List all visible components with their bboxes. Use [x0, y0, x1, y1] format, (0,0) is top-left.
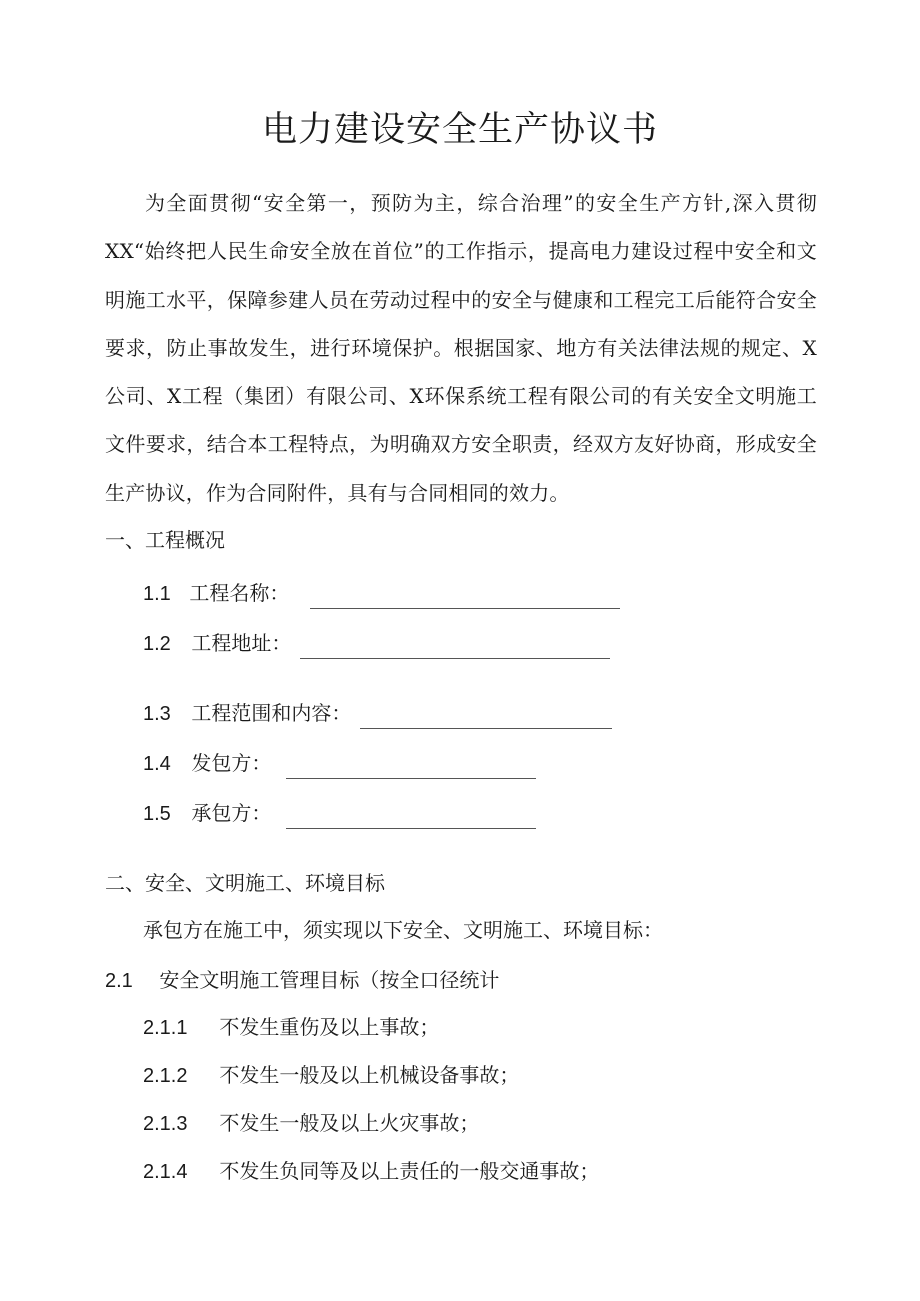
target-item: [143, 1012, 439, 1043]
project-name-row: [143, 578, 620, 609]
section1-heading: 一、工程概况: [105, 528, 225, 552]
item-number: 1.2: [143, 633, 171, 655]
item-label: 发包方：: [191, 751, 272, 775]
item-label: 不发生负同等及以上责任的一般交通事故；: [219, 1159, 600, 1183]
item-label: 工程名称：: [189, 581, 290, 605]
contractor-blank[interactable]: [286, 806, 536, 829]
item-number: 1.3: [143, 703, 171, 725]
item-label: 承包方：: [191, 801, 272, 825]
item-number: 2.1.3: [143, 1113, 188, 1135]
section2-heading: 二、安全、文明施工、环境目标: [105, 871, 385, 895]
item-number: 2.1.2: [143, 1065, 188, 1087]
item-number: 2.1.4: [143, 1161, 188, 1183]
target-item: [143, 1060, 519, 1091]
item-label: 安全文明施工管理目标（按全口径统计: [159, 968, 500, 992]
item-label: 工程范围和内容：: [191, 701, 352, 725]
item-number: 2.1.1: [143, 1017, 188, 1039]
intro-paragraph: 为全面贯彻“安全第一，预防为主，综合治理”的安全生产方针,深入贯彻XX“始终把人民生命安全放在首位”的工作指示，提高电力建设过程中安全和文明施工水平，保障参建人员在劳动过程中的安全与健康和工程完工后能符合安全要求，防止事故发生，进行环境保护。根据国家、地方有关法律法规的规定、X公司、X工程（集团）有限公司、X环保系统工程有限公司的有关安全文明施工文件要求，结合本工程特点，为明确双方安全职责，经双方友好协商，形成安全生产协议，作为合同附件，具有与合同相同的效力。: [105, 191, 817, 505]
document-title: 电力建设安全生产协议书: [261, 110, 658, 150]
item-number: 2.1: [105, 970, 133, 992]
item-number: 1.4: [143, 753, 171, 775]
item-label: 工程地址：: [191, 631, 292, 655]
item-number: 1.1: [143, 583, 171, 605]
item-label: 不发生一般及以上机械设备事故；: [219, 1063, 520, 1087]
project-scope-row: [143, 698, 612, 729]
item-label: 不发生重伤及以上事故；: [219, 1015, 440, 1039]
project-name-blank[interactable]: [310, 586, 620, 609]
project-scope-blank[interactable]: [360, 706, 612, 729]
section2-lead: 承包方在施工中，须实现以下安全、文明施工、环境目标：: [143, 918, 663, 942]
target-item: [143, 1156, 599, 1187]
subsection-2-1: [105, 965, 499, 996]
target-item: [143, 1108, 479, 1139]
item-label: 不发生一般及以上火灾事故；: [219, 1111, 480, 1135]
project-address-row: [143, 628, 610, 659]
contractor-row: [143, 798, 536, 829]
project-address-blank[interactable]: [300, 636, 610, 659]
item-number: 1.5: [143, 803, 171, 825]
employer-blank[interactable]: [286, 756, 536, 779]
employer-row: [143, 748, 536, 779]
